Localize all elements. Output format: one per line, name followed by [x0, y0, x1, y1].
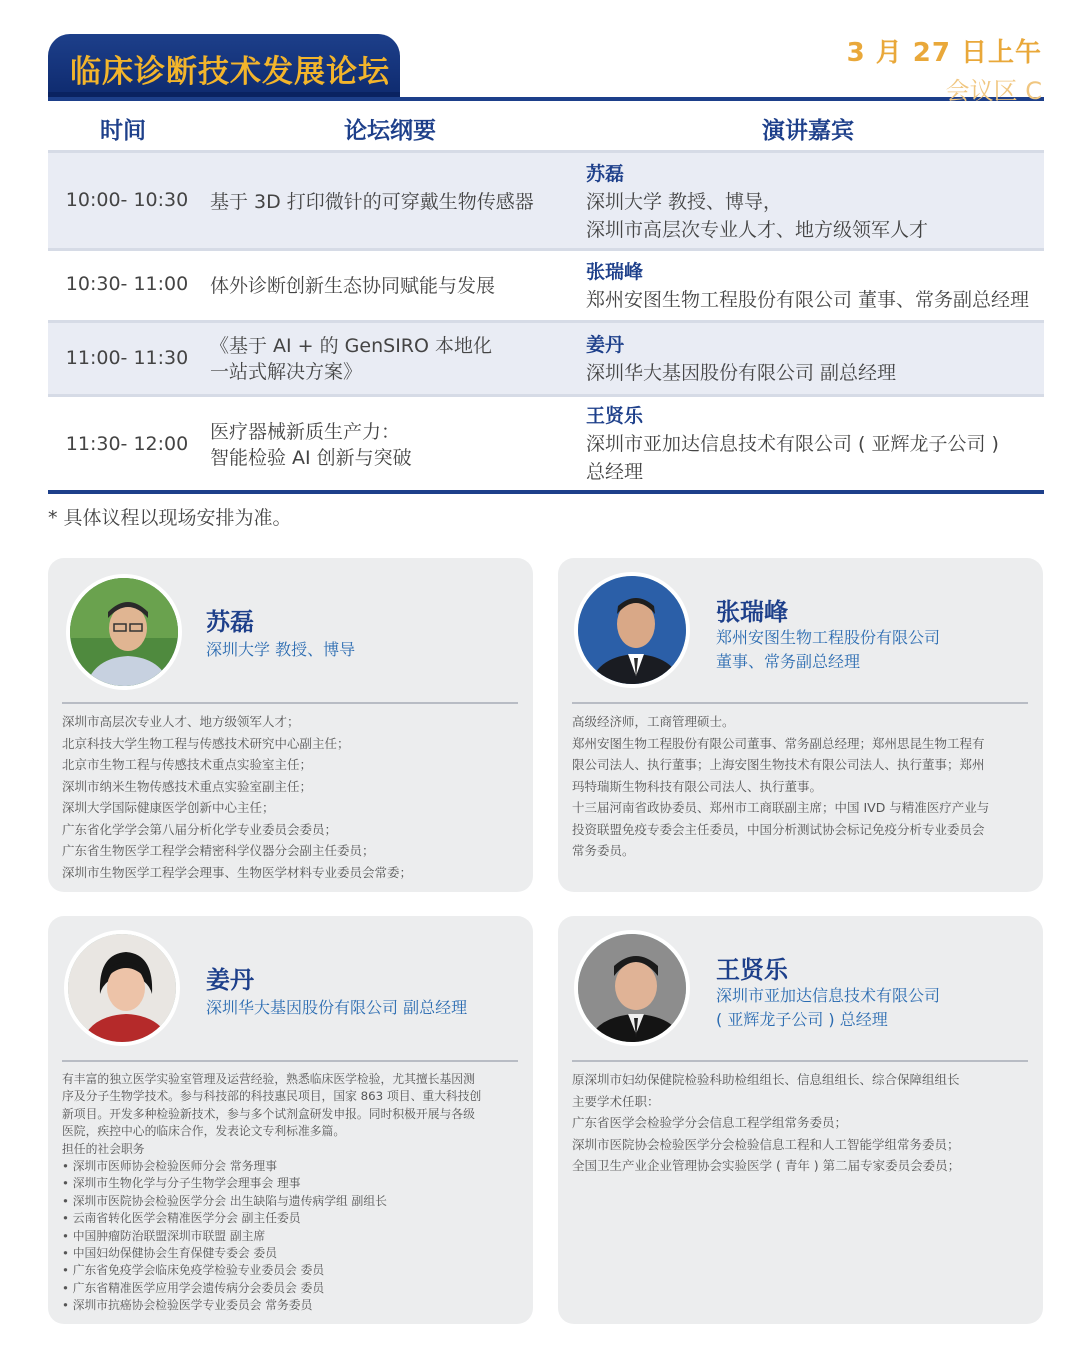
agenda-speaker-title: 深圳华大基因股份有限公司 副总经理: [586, 362, 897, 384]
col-head-time: 时间: [100, 118, 146, 144]
bio-line: 常务委员。: [572, 843, 635, 858]
bio-line: 序及分子生物学技术。参与科技部的科技惠民项目，国家 863 项目、重大科技创: [62, 1089, 482, 1104]
agenda-time: 11:00- 11:30: [65, 347, 189, 369]
agenda-speaker: [586, 402, 1041, 486]
speaker-avatar: [64, 930, 180, 1046]
speaker-portrait-icon: [578, 576, 690, 688]
col-head-topic: 论坛纲要: [344, 118, 436, 144]
agenda-table: [48, 150, 1044, 490]
agenda-speaker-title: 深圳市亚加达信息技术有限公司 ( 亚辉龙子公司 ): [586, 433, 999, 455]
agenda-row: [48, 320, 1044, 394]
bio-line: 担任的社会职务: [62, 1141, 145, 1156]
agenda-topic-line: 《基于 AI + 的 GenSIRO 本地化: [210, 335, 492, 357]
agenda-speaker-name: 姜丹: [586, 334, 625, 356]
agenda-speaker-title: 深圳市高层次专业人才、地方级领军人才: [586, 219, 929, 241]
speaker-card: [558, 558, 1043, 892]
speaker-role: [716, 626, 940, 674]
agenda-topic-line: 智能检验 AI 创新与突破: [210, 447, 412, 469]
card-divider: [62, 1060, 518, 1062]
speaker-role-line: 深圳大学 教授、博导: [206, 640, 356, 659]
speaker-name: 王贤乐: [716, 956, 788, 984]
agenda-speaker: [586, 331, 1041, 387]
bio-line: 投资联盟免疫专委会主任委员，中国分析测试协会标记免疫分析专业委员会: [572, 821, 985, 837]
speaker-role-line: 董事、常务副总经理: [716, 652, 861, 671]
speaker-name: 张瑞峰: [716, 598, 788, 626]
bio-line: 深圳市纳米生物传感技术重点实验室副主任；: [62, 778, 313, 794]
bio-line: 全国卫生产业企业管理协会实验医学 ( 青年 ) 第二届专家委员会委员；: [572, 1158, 961, 1173]
agenda-topic: [210, 333, 580, 385]
forum-title: 临床诊断技术发展论坛: [70, 54, 390, 90]
agenda-topic: [210, 189, 580, 215]
speaker-bio: [572, 1069, 1037, 1177]
bio-line: • 深圳市抗癌协会检验医学专业委员会 常务委员: [62, 1298, 313, 1313]
bio-line: 玛特瑞斯生物科技有限公司法人、执行董事。: [572, 778, 823, 794]
agenda-topic-line: 体外诊断创新生态协同赋能与发展: [210, 275, 496, 297]
speaker-role: [206, 638, 355, 662]
bio-line: • 中国肿瘤防治联盟深圳市联盟 副主席: [62, 1228, 266, 1243]
agenda-topic-line: 基于 3D 打印微针的可穿戴生物传感器: [210, 191, 534, 213]
agenda-row: [48, 394, 1044, 490]
bio-line: 广东省化学学会第八届分析化学专业委员会委员；: [62, 821, 338, 837]
bio-line: • 深圳市生物化学与分子生物学会理事会 理事: [62, 1176, 301, 1191]
agenda-bottom-divider: [48, 490, 1044, 494]
bio-line: • 深圳市医师协会检验医师分会 常务理事: [62, 1159, 278, 1174]
bio-line: 广东省医学会检验学分会信息工程学组常务委员；: [572, 1115, 848, 1130]
agenda-time: 10:30- 11:00: [65, 273, 189, 295]
bio-line: 深圳市医院协会检验医学分会检验信息工程和人工智能学组常务委员；: [572, 1136, 960, 1152]
bio-line: 原深圳市妇幼保健院检验科助检组组长、信息组组长、综合保障组组长: [572, 1072, 960, 1087]
speaker-card: [48, 916, 533, 1324]
speaker-bio: [62, 1071, 524, 1315]
agenda-time: 11:30- 12:00: [65, 433, 189, 455]
agenda-speaker-name: 张瑞峰: [586, 261, 644, 283]
card-divider: [572, 1060, 1028, 1062]
bio-line: 郑州安图生物工程股份有限公司董事、常务副总经理；郑州思昆生物工程有: [572, 735, 985, 751]
speaker-avatar: [574, 572, 690, 688]
agenda-speaker: [586, 160, 1041, 244]
speaker-role: [206, 996, 467, 1020]
bio-line: 深圳市高层次专业人才、地方级领军人才；: [62, 714, 300, 729]
bio-line: 限公司法人、执行董事；上海安图生物技术有限公司法人、执行董事；郑州: [572, 757, 985, 772]
bio-line: • 深圳市医院协会检验医学分会 出生缺陷与遗传病学组 副组长: [62, 1193, 387, 1208]
bio-line: 有丰富的独立医学实验室管理及运营经验，熟悉临床医学检验，尤其擅长基因测: [62, 1072, 475, 1086]
bio-line: 深圳市生物医学工程学会理事、生物医学材料专业委员会常委；: [62, 864, 413, 880]
speaker-name: 苏磊: [206, 608, 254, 636]
forum-title-tab: [48, 34, 400, 98]
speaker-role-line: 深圳市亚加达信息技术有限公司: [716, 986, 941, 1005]
bio-line: • 云南省转化医学会精准医学分会 副主任委员: [62, 1211, 301, 1226]
speaker-name: 姜丹: [206, 966, 254, 994]
bio-line: 十三届河南省政协委员、郑州市工商联副主席；中国 IVD 与精准医疗产业与: [572, 800, 990, 815]
agenda-row: [48, 150, 1044, 248]
session-venue: 会议区 C: [945, 77, 1042, 105]
speaker-portrait-icon: [578, 934, 690, 1046]
speaker-role-line: 深圳华大基因股份有限公司 副总经理: [206, 998, 468, 1017]
agenda-speaker-title: 总经理: [586, 461, 644, 483]
agenda-row: [48, 248, 1044, 320]
bio-line: 北京市生物工程与传感技术重点实验室主任；: [62, 757, 313, 772]
agenda-footnote: * 具体议程以现场安排为准。: [48, 507, 292, 529]
agenda-column-headers: [48, 108, 1044, 148]
bio-line: 高级经济师，工商管理硕士。: [572, 714, 735, 729]
agenda-speaker-title: 深圳大学 教授、博导，: [586, 191, 783, 213]
speaker-role-line: ( 亚辉龙子公司 ) 总经理: [716, 1010, 888, 1029]
bio-line: 医院，疾控中心的临床合作，发表论文专利标准多篇。: [62, 1124, 346, 1139]
agenda-speaker: [586, 258, 1041, 314]
bio-line: 主要学术任职：: [572, 1093, 660, 1109]
card-divider: [62, 702, 518, 704]
agenda-speaker-name: 苏磊: [586, 163, 625, 185]
bio-line: • 广东省免疫学会临床免疫学检验专业委员会 委员: [62, 1263, 325, 1278]
bio-line: • 中国妇幼保健协会生育保健专委会 委员: [62, 1246, 278, 1261]
bio-line: 广东省生物医学工程学会精密科学仪器分会副主任委员；: [62, 843, 375, 858]
agenda-speaker-title: 郑州安图生物工程股份有限公司 董事、常务副总经理: [586, 289, 1030, 311]
speaker-avatar: [66, 574, 182, 690]
card-divider: [572, 702, 1028, 704]
agenda-topic: [210, 273, 580, 299]
session-date: 3 月 27 日上午: [846, 38, 1042, 68]
agenda-time: 10:00- 10:30: [65, 189, 189, 211]
page-header: [0, 0, 1080, 105]
bio-line: 新项目。开发多种检验新技术，参与多个试剂盒研发申报。同时积极开展与各级: [62, 1106, 475, 1121]
speaker-role: [716, 984, 940, 1032]
speaker-role-line: 郑州安图生物工程股份有限公司: [716, 628, 941, 647]
agenda-topic-line: 医疗器械新质生产力：: [210, 421, 401, 443]
bio-line: • 广东省精准医学应用学会遗传病分会委员会 委员: [62, 1280, 325, 1295]
bio-line: 深圳大学国际健康医学创新中心主任；: [62, 800, 275, 815]
agenda-topic-line: 一站式解决方案》: [210, 361, 363, 383]
col-head-speaker: 演讲嘉宾: [762, 118, 854, 144]
speaker-card: [48, 558, 533, 892]
bio-line: 北京科技大学生物工程与传感技术研究中心副主任；: [62, 735, 350, 751]
agenda-speaker-name: 王贤乐: [586, 405, 644, 427]
speaker-portrait-icon: [68, 934, 180, 1046]
speaker-bio: [62, 711, 522, 883]
speaker-card: [558, 916, 1043, 1324]
speaker-avatar: [574, 930, 690, 1046]
agenda-topic: [210, 419, 580, 471]
speaker-bio: [572, 711, 1037, 862]
session-info: [847, 32, 1042, 106]
speaker-portrait-icon: [70, 578, 182, 690]
